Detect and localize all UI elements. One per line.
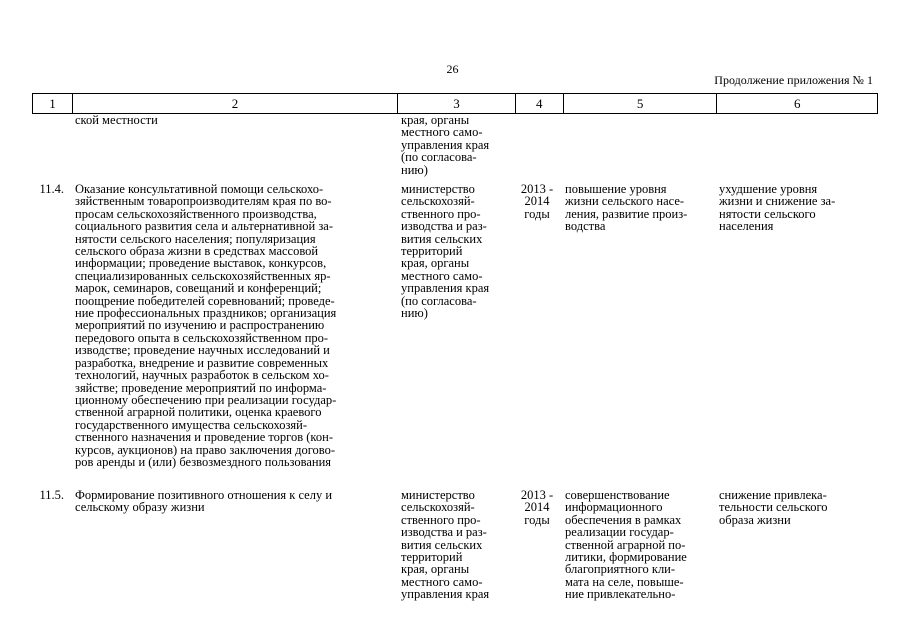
row-11-4-executor — [401, 183, 489, 319]
text-line: ние привлекательно- — [565, 587, 676, 602]
text-line: тельности сельского — [719, 500, 828, 515]
text-line: водства — [565, 219, 606, 234]
text-line: разработка, внедрение и развитие современных — [75, 355, 329, 370]
page-number: 26 — [446, 62, 459, 76]
text-line: сельскохозяй- — [401, 500, 475, 515]
text-line: сельскохозяй- — [401, 194, 475, 209]
text-line: изводства и раз- — [401, 525, 487, 540]
text-line: марок, семинаров, совещаний и конференций; — [75, 281, 322, 296]
text-line: ственной аграрной по- — [565, 537, 686, 552]
text-line: информации; проведение выставок, конкурсов, — [75, 256, 327, 271]
text-line: 2013 - — [520, 488, 554, 502]
header-col-3: 3 — [398, 94, 516, 113]
text-line: министерство — [401, 182, 475, 196]
row-11-4-measure — [75, 183, 336, 468]
text-line: благоприятного кли- — [565, 562, 676, 577]
text-line: местного само- — [401, 574, 483, 589]
text-line: территорий — [401, 244, 463, 259]
text-line: вития сельских — [401, 231, 483, 246]
text-line: Оказание консультативной помощи сельскохо- — [75, 182, 324, 196]
text-line: повышение уровня — [565, 182, 667, 196]
text-line: населения — [719, 219, 774, 234]
text-line: курсов, аукционов) на право заключения догово- — [75, 442, 336, 457]
text-line: изводства и раз- — [401, 219, 487, 234]
text-line: нятости сельского — [719, 206, 816, 221]
text-line: годы — [524, 512, 550, 527]
text-line: края, органы — [401, 256, 470, 271]
text-line: жизни сельского насе- — [565, 194, 685, 209]
text-line: ухудшение уровня — [719, 182, 818, 196]
text-line: годы — [524, 206, 550, 221]
row-number-11-5: 11.5. — [39, 488, 64, 502]
text-line: зяйственным товаропроизводителям края по во- — [75, 194, 332, 209]
header-col-6: 6 — [793, 96, 801, 111]
text-line: нятости сельского населения; популяризация — [75, 231, 316, 246]
text-line: края, органы — [401, 562, 470, 577]
text-line: ров аренды и (или) безвозмездного пользования — [75, 454, 332, 469]
text-line: местного само- — [401, 268, 483, 283]
prev-row-executor — [401, 114, 489, 176]
text-line: ственной аграрной политики, оценка краевого — [75, 405, 322, 420]
header-col-1: 1 — [33, 94, 73, 113]
row-11-5-executor — [401, 489, 489, 601]
text-line: специализированных сельскохозяйственных яр- — [75, 268, 331, 283]
row-number-11-4: 11.4. — [39, 182, 64, 196]
text-line: 2014 — [524, 500, 550, 515]
text-line: технологий, научных разработок в сельском хо- — [75, 368, 329, 383]
text-line: управления края — [401, 281, 490, 296]
text-line: ственного про- — [401, 512, 481, 527]
text-line: поощрение победителей соревнований; проведе- — [75, 293, 335, 308]
text-line: образа жизни — [719, 512, 791, 527]
row-11-5-result — [565, 489, 687, 601]
text-line: ской местности — [75, 113, 158, 127]
row-11-4-result — [565, 183, 687, 233]
text-line: Формирование позитивного отношения к селу и — [75, 488, 333, 502]
row-11-5-years — [517, 489, 557, 526]
text-line: (по согласова- — [401, 293, 477, 308]
row-11-5-consequence — [719, 489, 828, 526]
text-line: сельского образа жизни в средствах массовой — [75, 244, 319, 259]
text-line: обеспечения в рамках — [565, 512, 682, 527]
text-line: (по согласова- — [401, 150, 477, 165]
text-line: снижение привлека- — [719, 488, 827, 502]
text-line: территорий — [401, 550, 463, 565]
text-line: жизни и снижение за- — [719, 194, 836, 209]
row-11-5-measure — [75, 489, 332, 514]
header-col-4: 4 — [516, 94, 564, 113]
header-col-2: 2 — [73, 94, 398, 113]
text-line: нию) — [401, 162, 428, 177]
prev-row-measure — [75, 114, 158, 126]
text-line: мероприятий по изучению и распространению — [75, 318, 325, 333]
text-line: реализации государ- — [565, 525, 674, 540]
text-line: управления края — [401, 587, 490, 602]
text-line: нию) — [401, 306, 428, 321]
text-line: совершенствование — [565, 488, 670, 502]
text-line: литики, формирование — [565, 550, 687, 565]
text-line: местного само- — [401, 125, 483, 140]
text-line: социального развития села и альтернативной за- — [75, 219, 333, 234]
text-line: 2014 — [524, 194, 550, 209]
text-line: ственного назначения и проведение торгов (кон- — [75, 430, 333, 445]
text-line: управления края — [401, 137, 490, 152]
text-line: края, органы — [401, 113, 470, 127]
text-line: ционному обеспечению при реализации государ- — [75, 392, 337, 407]
text-line: информационного — [565, 500, 663, 515]
table-header-row — [32, 93, 878, 114]
text-line: сельскому образу жизни — [75, 500, 205, 515]
text-line: изводстве; проведение научных исследований и — [75, 343, 330, 358]
text-line: министерство — [401, 488, 475, 502]
row-11-4-consequence — [719, 183, 835, 233]
text-line: просам сельскохозяйственного производства, — [75, 206, 317, 221]
text-line: передового опыта в сельскохозяйственном про- — [75, 330, 329, 345]
text-line: мата на селе, повыше- — [565, 574, 684, 589]
header-col-5: 5 — [564, 94, 718, 113]
text-line: ние профессиональных праздников; организация — [75, 306, 337, 321]
text-line: государственного имущества сельскохозяй- — [75, 417, 308, 432]
text-line: ственного про- — [401, 206, 481, 221]
text-line: вития сельских — [401, 537, 483, 552]
text-line: ления, развитие произ- — [565, 206, 688, 221]
text-line: зяйстве; проведение мероприятий по информа- — [75, 380, 327, 395]
continuation-label: Продолжение приложения № 1 — [714, 73, 873, 87]
row-11-4-years — [517, 183, 557, 220]
text-line: 2013 - — [520, 182, 554, 196]
